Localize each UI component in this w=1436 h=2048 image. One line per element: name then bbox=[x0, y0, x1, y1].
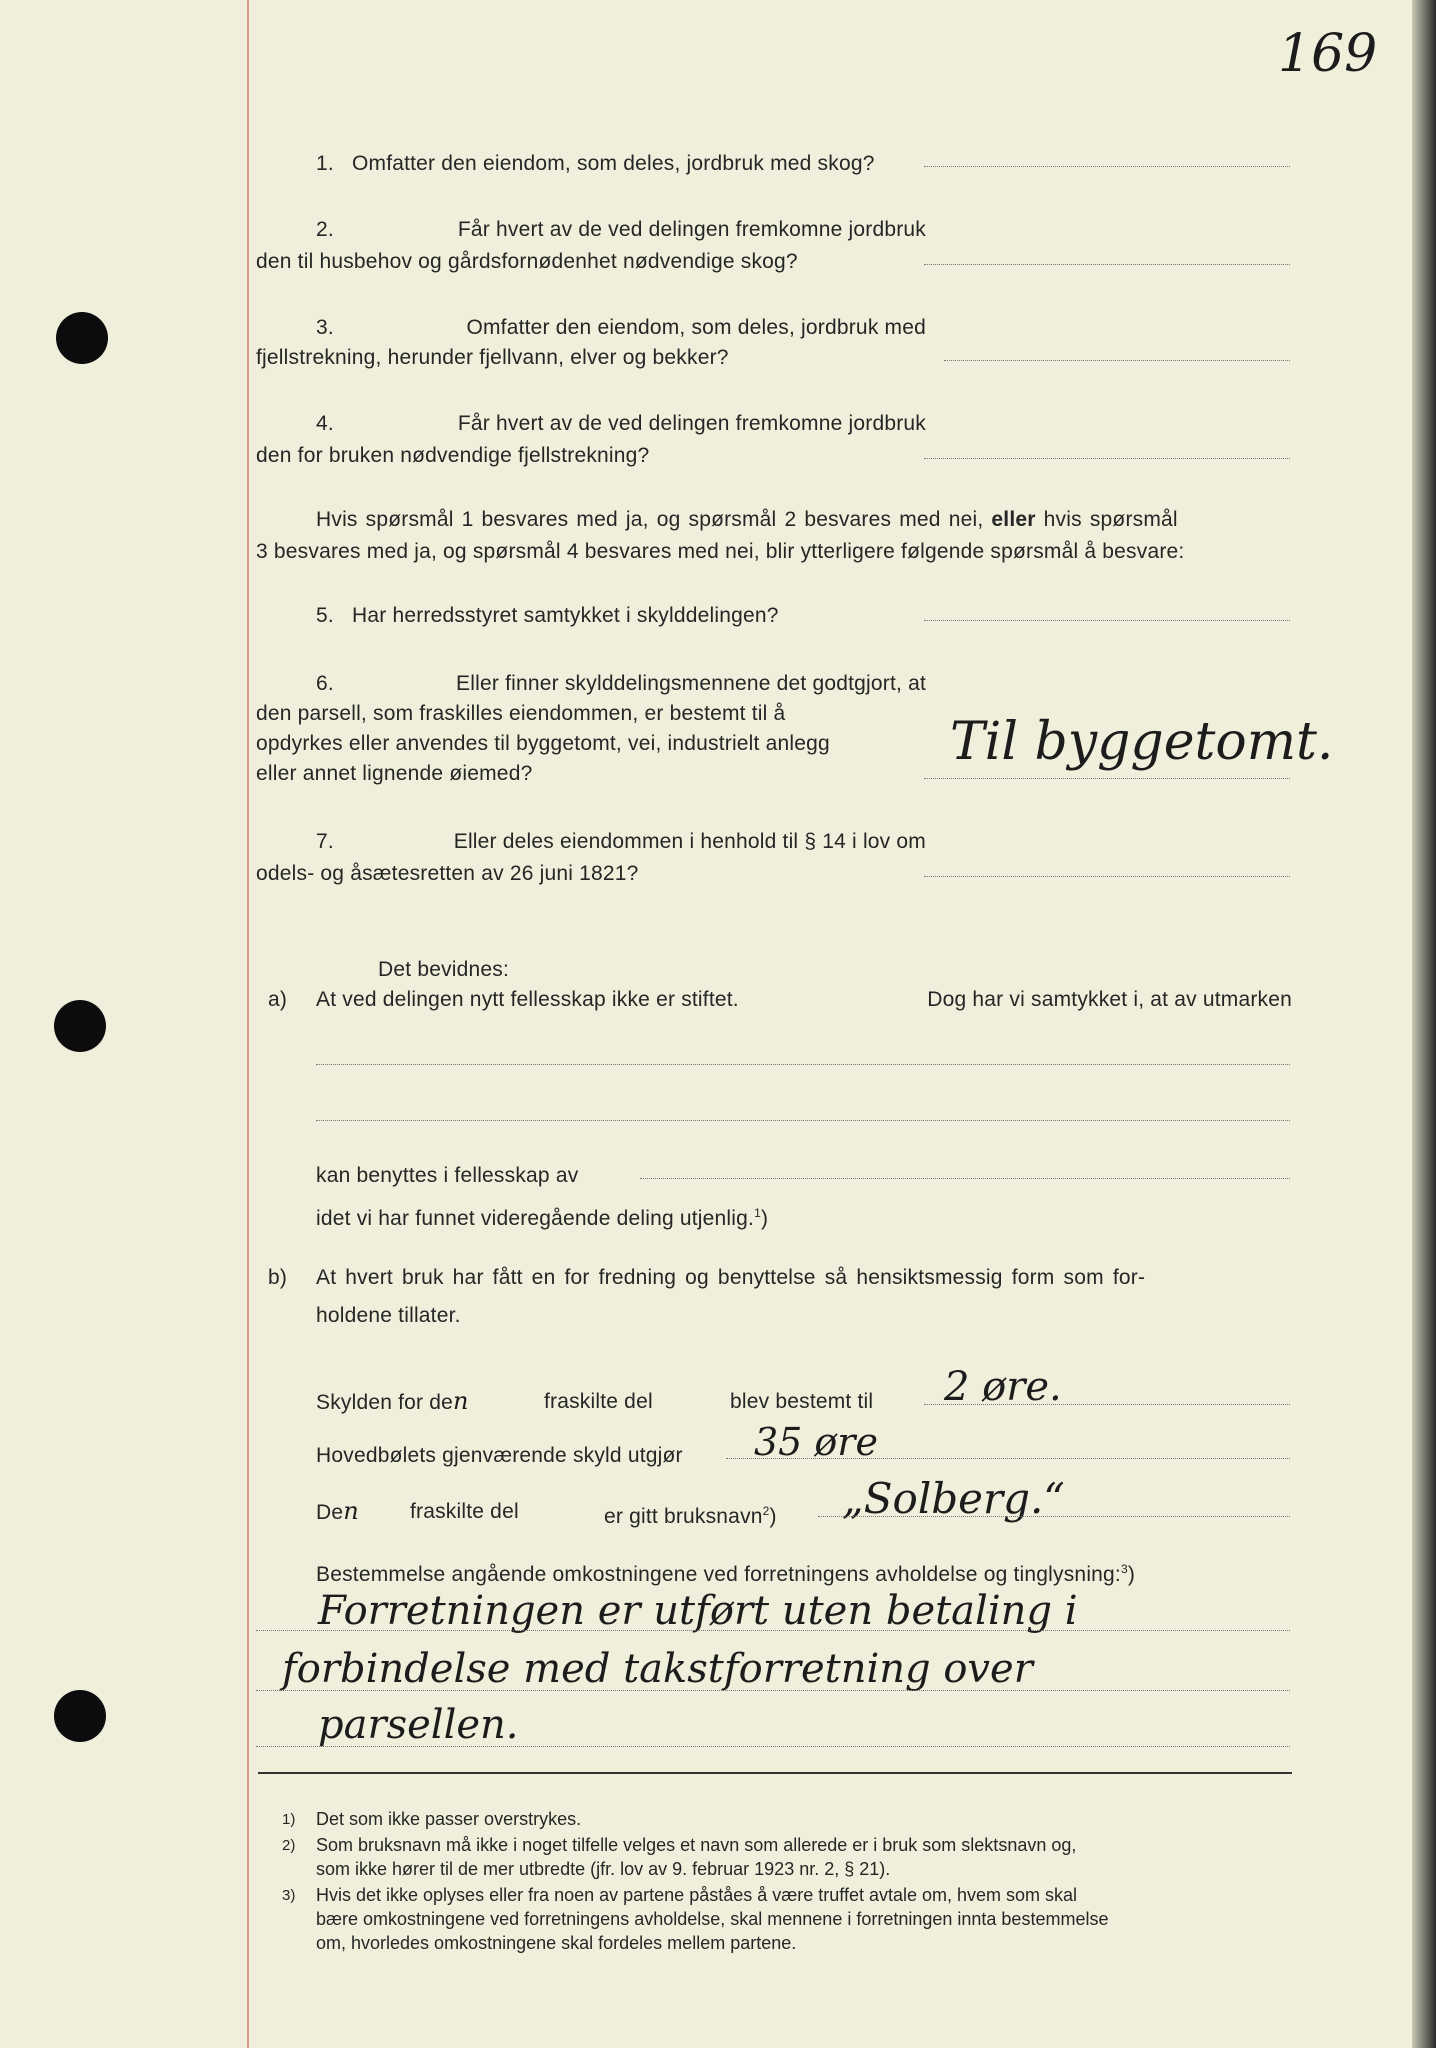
footnote-ref: 1 bbox=[754, 1206, 761, 1220]
answer-line-1 bbox=[924, 166, 1290, 167]
footnote-ref: 2 bbox=[762, 1504, 770, 1518]
question-7-line-2: odels- og åsætesretten av 26 juni 1821? bbox=[256, 862, 639, 885]
blank-line-a2 bbox=[316, 1120, 1290, 1121]
footnote-2-line-1: Som bruksnavn må ikke i noget tilfelle velges et navn som allerede er i bruk som slektsnavn og, bbox=[316, 1835, 1077, 1855]
question-6-line-4: eller annet lignende øiemed? bbox=[256, 762, 533, 785]
footnote-1-mark: 1) bbox=[282, 1811, 296, 1828]
conditional-text: Hvis spørsmål 1 besvares med ja, og spørsmål 2 besvares med nei, bbox=[316, 508, 984, 531]
footnote-ref: 3 bbox=[1120, 1562, 1128, 1576]
question-text: Eller deles eiendommen i henhold til § 14 i lov om bbox=[453, 830, 926, 853]
bruksnavn-text: De bbox=[316, 1501, 344, 1524]
conditional-line-2: 3 besvares med ja, og spørsmål 4 besvares med nei, blir ytterligere følgende spørsmål å besvare: bbox=[256, 540, 1185, 563]
answer-line-6 bbox=[924, 778, 1290, 779]
omkostning-handwriting-1: Forretningen er utført uten betaling i bbox=[318, 1588, 1078, 1634]
question-text: Eller finner skylddelingsmennene det godtgjort, at bbox=[456, 672, 926, 695]
question-1 bbox=[316, 148, 875, 179]
skyld-answer: 2 øre. bbox=[944, 1364, 1062, 1410]
question-2-line-2: den til husbehov og gårdsfornødenhet nødvendige skog? bbox=[256, 250, 798, 273]
footnote-ref-close: ) bbox=[769, 1505, 777, 1528]
bruksnavn-gitt bbox=[604, 1496, 777, 1532]
skyld-line-1-blank bbox=[924, 1404, 1290, 1405]
question-6-line-3: opdyrkes eller anvendes til byggetomt, vei, industrielt anlegg bbox=[256, 732, 830, 755]
answer-6-handwriting: Til byggetomt. bbox=[950, 712, 1334, 772]
footnote-2-line-2: som ikke hører til de mer utbredte (jfr. lov av 9. februar 1923 nr. 2, § 21). bbox=[316, 1859, 891, 1879]
skyld-handwritten-n: n bbox=[453, 1387, 469, 1415]
skyld-fraskilte: fraskilte del bbox=[544, 1390, 653, 1413]
skyld-line-1 bbox=[316, 1386, 469, 1418]
hovedbol-blank bbox=[726, 1458, 1290, 1459]
skyld-bestemt: blev bestemt til bbox=[730, 1390, 874, 1413]
omkostning-line-1 bbox=[256, 1630, 1290, 1631]
omkostning-line-2 bbox=[256, 1690, 1290, 1691]
footnote-separator bbox=[258, 1772, 1292, 1774]
question-number: 5. bbox=[316, 604, 334, 627]
question-number: 3. bbox=[316, 316, 334, 339]
question-number: 7. bbox=[316, 830, 334, 853]
question-4-line-1 bbox=[316, 408, 926, 439]
answer-line-7 bbox=[924, 876, 1290, 877]
skyld-text: Skylden for de bbox=[316, 1391, 454, 1414]
bruksnavn-blank bbox=[818, 1516, 1290, 1517]
question-3-line-1 bbox=[316, 312, 926, 343]
bevidnes-b-label: b) bbox=[268, 1266, 288, 1289]
footnote-3-line-3: om, hvorledes omkostningene skal fordeles mellem partene. bbox=[316, 1933, 797, 1953]
bruksnavn-fraskilte: fraskilte del bbox=[410, 1500, 519, 1523]
question-3-line-2: fjellstrekning, herunder fjellvann, elver og bekker? bbox=[256, 346, 729, 369]
answer-line-3 bbox=[944, 360, 1290, 361]
footnote-2-mark: 2) bbox=[282, 1837, 296, 1854]
question-6-line-1 bbox=[316, 668, 926, 699]
conditional-bold: eller bbox=[991, 508, 1036, 531]
question-number: 6. bbox=[316, 672, 334, 695]
hovedbol-answer: 35 øre bbox=[754, 1420, 878, 1464]
bevidnes-heading: Det bevidnes: bbox=[378, 958, 510, 981]
conditional-text: hvis spørsmål bbox=[1043, 508, 1178, 531]
bruksnavn-answer: „Solberg.“ bbox=[842, 1474, 1065, 1523]
punch-hole-top bbox=[56, 312, 108, 364]
question-text: Omfatter den eiendom, som deles, jordbruk med bbox=[466, 316, 926, 339]
question-6-line-2: den parsell, som fraskilles eiendommen, er bestemt til å bbox=[256, 702, 786, 725]
bevidnes-a-text: At ved delingen nytt fellesskap ikke er stiftet. bbox=[316, 988, 739, 1011]
bruksnavn-line bbox=[316, 1496, 359, 1528]
question-7-line-1 bbox=[316, 826, 926, 857]
fellesskap-line bbox=[640, 1178, 1290, 1179]
question-text: Omfatter den eiendom, som deles, jordbruk med skog? bbox=[351, 152, 875, 175]
omkostning-line-3 bbox=[256, 1746, 1290, 1747]
question-4-line-2: den for bruken nødvendige fjellstrekning? bbox=[256, 444, 650, 467]
omkostning-handwriting-3: parsellen. bbox=[318, 1702, 519, 1748]
answer-line-5 bbox=[924, 620, 1290, 621]
bevidnes-b-line-2: holdene tillater. bbox=[316, 1304, 461, 1327]
answer-line-2 bbox=[924, 264, 1290, 265]
footnote-3-mark: 3) bbox=[282, 1887, 296, 1904]
question-number: 4. bbox=[316, 412, 334, 435]
footnote-1-line-1: Det som ikke passer overstrykes. bbox=[316, 1809, 582, 1829]
question-text: Får hvert av de ved delingen fremkomne jordbruk bbox=[457, 412, 926, 435]
fellesskap-text: kan benyttes i fellesskap av bbox=[316, 1164, 579, 1187]
answer-line-4 bbox=[924, 458, 1290, 459]
blank-line-a1 bbox=[316, 1064, 1290, 1065]
omkostning-text: Bestemmelse angående omkostningene ved forretningens avholdelse og tinglysning: bbox=[316, 1563, 1121, 1586]
bevidnes-a-line bbox=[316, 984, 1292, 1015]
omkostning-label bbox=[316, 1554, 1135, 1590]
question-number: 2. bbox=[316, 218, 334, 241]
question-5 bbox=[316, 600, 779, 631]
footnote-3-line-2: bære omkostningene ved forretningens avholdelse, skal mennene i forretningen innta bestemmelse bbox=[316, 1909, 1109, 1929]
question-text: Får hvert av de ved delingen fremkomne jordbruk bbox=[457, 218, 926, 241]
bruksnavn-gitt-text: er gitt bruksnavn bbox=[604, 1505, 763, 1528]
red-margin-line bbox=[247, 0, 249, 2048]
hovedbol-label: Hovedbølets gjenværende skyld utgjør bbox=[316, 1444, 683, 1467]
page-number: 169 bbox=[1278, 24, 1378, 84]
punch-hole-bottom bbox=[54, 1690, 106, 1742]
footnote-ref-close: ) bbox=[1127, 1563, 1136, 1586]
footnote-3-line-1: Hvis det ikke oplyses eller fra noen av partene påståes å være truffet avtale om, hvem som skal bbox=[316, 1885, 1078, 1905]
question-number: 1. bbox=[316, 152, 334, 175]
omkostning-handwriting-2: forbindelse med takstforretning over bbox=[282, 1646, 1033, 1692]
question-2-line-1 bbox=[316, 214, 926, 245]
conditional-line-1 bbox=[316, 504, 1292, 535]
punch-hole-middle bbox=[54, 1000, 106, 1052]
bevidnes-a-label: a) bbox=[268, 988, 288, 1011]
footnote-ref-close: ) bbox=[760, 1207, 769, 1230]
bevidnes-a-text-2: Dog har vi samtykket i, at av utmarken bbox=[927, 988, 1292, 1011]
idet-main: idet vi har funnet videregående deling utjenlig. bbox=[316, 1207, 755, 1230]
page-edge-shadow bbox=[1412, 0, 1436, 2048]
idet-text bbox=[316, 1198, 768, 1234]
bruksnavn-handwritten-n: n bbox=[343, 1497, 359, 1525]
bevidnes-b-line-1: At hvert bruk har fått en for fredning og benyttelse så hensiktsmessig form som for- bbox=[316, 1266, 1146, 1289]
question-text: Har herredsstyret samtykket i skylddelingen? bbox=[351, 604, 779, 627]
